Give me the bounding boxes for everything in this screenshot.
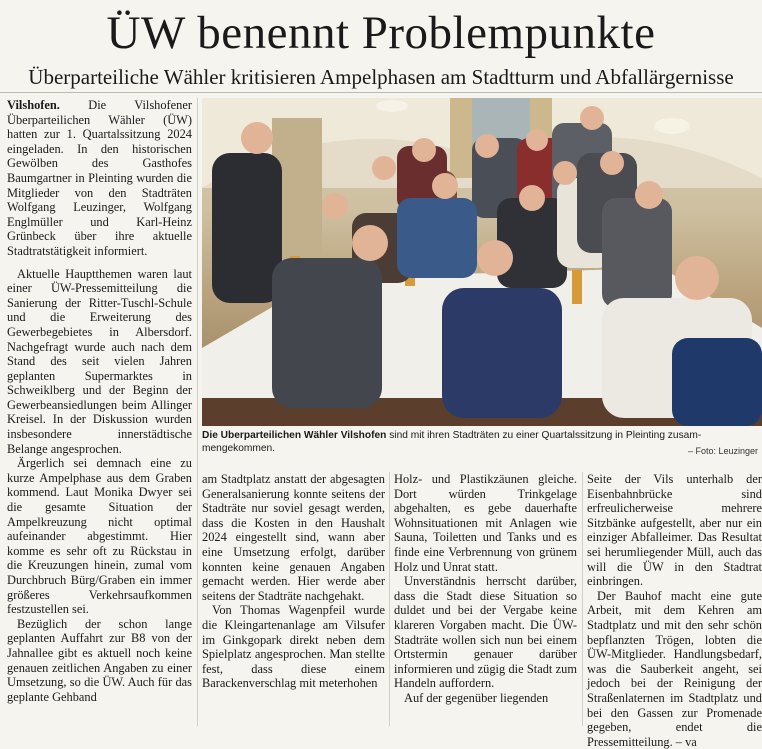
article-paragraph: Ärgerlich sei demnach eine zu kurze Ampelphase aus dem Graben kommend. Laut Monika Dwyer sei die gesamte Situation der Ampelkreuzung nicht optimal aufeinander abgestimmt. Hier komme es sehr oft zu Rückstau in die Kreuzungen hinein, zumal vom Durchbruch Bürg/Graben ein immer größeres Verkehrsaufkommen festzustellen sei. bbox=[7, 456, 192, 617]
column-divider bbox=[389, 472, 390, 726]
article-column-2 bbox=[202, 472, 385, 691]
article-paragraph: Holz- und Plastikzäunen gleiche. Dort würden Trinkgelage abgehalten, es gebe dauerhafte Wohnsituationen mit Anlagen wie Sauna, Toiletten und Tanks und es finde eine Verbrennung von grünem Holz und Unrat statt. bbox=[394, 472, 577, 574]
article-paragraph: Vilshofen. Die Vilshofener Überparteilichen Wähler (ÜW) hatten zur 1. Quartalssitzung 2024 eingeladen. In den historischen Gewölben des Gasthofes Baumgartner in Pleinting wurden die Mitglieder von den Stadträten Wolfgang Leuzinger, Wolfgang Englmüller und Karl-Heinz Grünbeck über ihre aktuelle Stadtratstätigkeit informiert. bbox=[7, 98, 192, 258]
column-divider bbox=[582, 472, 583, 726]
header-divider bbox=[0, 92, 762, 93]
article-paragraph: Bezüglich der schon lange geplanten Auffahrt zur B8 von der Jahnallee gibt es aktuell noch keine genauen zeitlichen Angaben zu einer Umsetzung, so die ÜW. Auch für das geplante Gehband bbox=[7, 616, 192, 704]
photo-caption bbox=[202, 430, 762, 455]
article-paragraph: am Stadtplatz anstatt der abgesagten Generalsanierung konnte seitens der Stadträte nur soviel gesagt werden, dass die Kosten in den Haushalt 2024 eingestellt sind, wann aber eine Umsetzung erfolgt, darüber konnten keine genauen Angaben gemacht werden. Hier werde aber seitens der Stadträte nachgehakt. bbox=[202, 472, 385, 603]
caption-lead: Die Überparteilichen Wähler Vilshofen bbox=[202, 430, 387, 441]
group-photo bbox=[202, 98, 762, 426]
article-paragraph: Aktuelle Hauptthemen waren laut einer ÜW-Pressemitteilung die Sanierung der Ritter-Tuschl-Schule und die Erweiterung des Gewerbegebietes in Albersdorf. Nachgefragt wurde auch nach dem Stand des seit vielen Jahren geplanten Supermarktes in Schweiklberg und der Beginn der Gewerbeansiedlungen beim Allinger Kreisel. In der Diskussion wurden insbesondere innerstädtische Belange angesprochen. bbox=[7, 266, 192, 456]
article-column-3 bbox=[394, 472, 577, 706]
article-paragraph: Unverständnis herrscht darüber, dass die Stadt diese Situation so duldet und bei der Vergabe keine klareren Vorgaben macht. Die ÜW-Stadträte wollen sich nun bei einem Ortstermin genauer darüber informieren und zügig die Stadt zum Handeln auffordern. bbox=[394, 574, 577, 691]
article-column-4 bbox=[587, 472, 762, 749]
dateline: Vilshofen. bbox=[7, 98, 60, 112]
caption-text-continued: mengekommen. bbox=[202, 442, 276, 454]
headline: ÜW benennt Problempunkte bbox=[106, 7, 656, 59]
photo-credit: – Foto: Leuzinger bbox=[687, 446, 758, 456]
article-paragraph: Seite der Vils unterhalb der Eisenbahnbrücke sind erfreulicherweise mehrere Sitzbänke aufgestellt, aber nur ein einziger Abfalleimer. Das Resultat sei herumliegender Müll, auch das will die ÜW in den Stadtrat einbringen. bbox=[587, 472, 762, 589]
article-paragraph: Von Thomas Wagenpfeil wurde die Kleingartenanlage am Vilsufer im Ginkgopark direkt neben dem Spielplatz angesprochen. Man stellte fest, dass diese einem Barackenverschlag mit meterhohen bbox=[202, 603, 385, 691]
column-divider bbox=[197, 98, 198, 726]
article-paragraph: Der Bauhof macht eine gute Arbeit, mit dem Kehren am Stadtplatz und mit den sehr schön bepflanzten Trögen, lobten die ÜW-Mitglieder. Handlungsbedarf, was die Sauberkeit angeht, sei jedoch bei der Reinigung der Straßenlaternen im Stadtplatz und bei den Gassen zur Promenade gegeben, endet die Pressemitteilung. – va bbox=[587, 588, 762, 749]
caption-text: sind mit ihren Stadträten zu einer Quartalssitzung in Pleinting zusam- bbox=[386, 430, 702, 441]
subheadline: Überparteiliche Wähler kritisieren Ampelphasen am Stadtturm und Abfallärgernisse bbox=[28, 65, 734, 89]
author-mark: – va bbox=[672, 734, 697, 749]
article-paragraph: Auf der gegenüber liegenden bbox=[404, 690, 549, 705]
article-column-1 bbox=[7, 98, 192, 704]
group-photo-illustration bbox=[202, 98, 762, 426]
